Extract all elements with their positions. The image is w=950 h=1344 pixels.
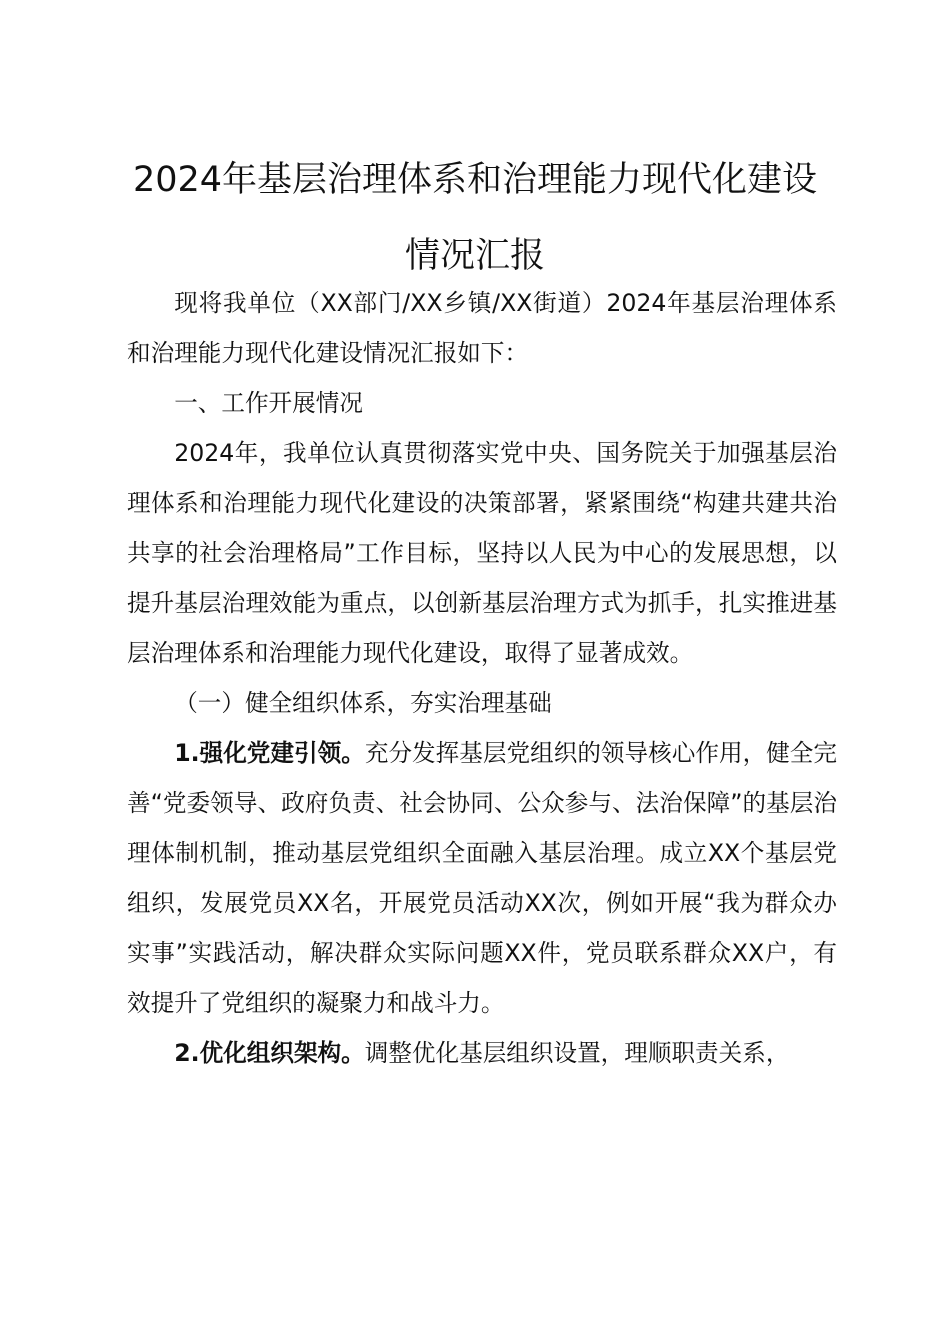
subsection-heading-text: （一）健全组织体系，夯实治理基础 [174,689,552,717]
section-heading-text: 一、工作开展情况 [174,389,363,417]
overview-text: 2024年，我单位认真贯彻落实党中央、国务院关于加强基层治理体系和治理能力现代化建设的决策部署，紧紧围绕“构建共建共治共享的社会治理格局”工作目标，坚持以人民为中心的发展思想，以提升基层治理效能为重点，以创新基层治理方式为抓手，扎实推进基层治理体系和治理能力现代化建设，取得了显著成效。 [127,439,837,667]
intro-text: 现将我单位（XX部门/XX乡镇/XX街道）2024年基层治理体系和治理能力现代化建设情况汇报如下： [127,289,837,367]
document-body [127,278,837,1078]
document-title-line-2: 情况汇报 [404,236,545,276]
item-2-lead: 2.优化组织架构。 [174,1039,365,1067]
item-1-lead: 1.强化党建引领。 [174,739,365,767]
section-heading [127,378,837,428]
document-title-line-1: 2024年基层治理体系和治理能力现代化建设 [132,160,818,200]
item-paragraph-1 [127,728,837,1028]
item-1-text: 充分发挥基层党组织的领导核心作用，健全完善“党委领导、政府负责、社会协同、公众参与、法治保障”的基层治理体制机制，推动基层党组织全面融入基层治理。成立XX个基层党组织，发展党员XX名，开展党员活动XX次，例如开展“我为群众办实事”实践活动，解决群众实际问题XX件，党员联系群众XX户，有效提升了党组织的凝聚力和战斗力。 [127,739,837,1017]
item-2-text: 调整优化基层组织设置，理顺职责关系， [364,1039,790,1067]
intro-paragraph [127,278,837,378]
subsection-heading [127,678,837,728]
item-paragraph-2 [127,1028,837,1078]
overview-paragraph [127,428,837,678]
